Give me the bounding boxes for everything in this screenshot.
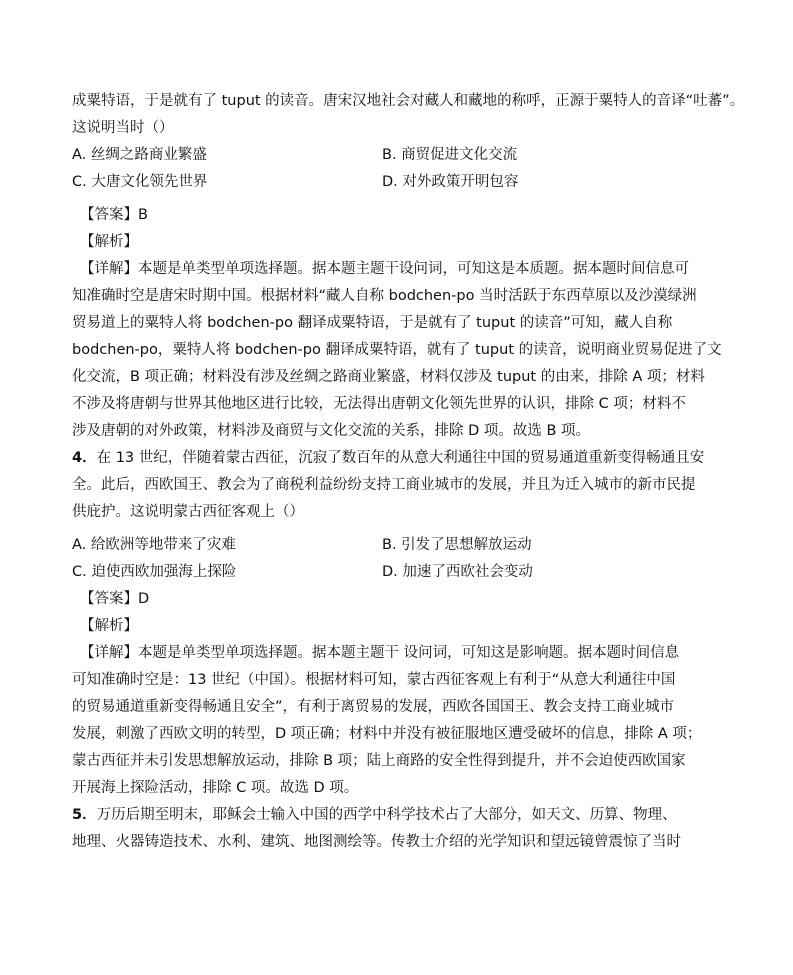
question-4-analysis-label: 【解析】 (80, 618, 138, 634)
question-4-stem-text: 在 13 世纪，伴随着蒙古西征，沉寂了数百年的从意大利通往中国的贸易通道重新变得畅通且安 (96, 450, 705, 466)
question-3-option-d: D. 对外政策开明包容 (382, 174, 519, 190)
question-4-stem-line (72, 445, 722, 472)
question-3-option-a: A. 丝绸之路商业繁盛 (72, 147, 207, 163)
question-4-stem-line: 供庇护。这说明蒙古西征客观上（） (72, 504, 304, 520)
question-4 (72, 445, 722, 802)
question-4-detail-line: 的贸易通道重新变得畅通且安全”，有利于离贸易的发展，西欧各国国王、教会支持工商业城市 (72, 699, 675, 715)
question-3-detail-line: 知准确时空是唐宋时期中国。根据材料“藏人自称 bodchen-po 当时活跃于东西草原以及沙漠绿洲 (72, 288, 697, 304)
question-4-number: 4． (72, 450, 97, 466)
question-5-stem-text: 万历后期至明末，耶稣会士输入中国的西学中科学技术占了大部分，如天文、历算、物理、 (96, 807, 677, 823)
question-4-answer: 【答案】D (80, 591, 150, 607)
question-3-stem-line: 成粟特语，于是就有了 tuput 的读音。唐宋汉地社会对藏人和藏地的称呼，正源于粟特人的音译“吐蕃”。 (72, 93, 745, 109)
question-4-detail-line: 发展，刺激了西欧文明的转型，D 项正确；材料中并没有被征服地区遭受破坏的信息，排除 A 项； (72, 726, 702, 742)
question-3-options-row-1 (72, 142, 722, 169)
question-3-detail-line: bodchen-po，粟特人将 bodchen-po 翻译成粟特语，就有了 tuput 的读音，说明商业贸易促进了文 (72, 342, 722, 358)
question-5 (72, 802, 722, 856)
question-5-stem-line: 地理、火器铸造技术、水利、建筑、地图测绘等。传教士介绍的光学知识和望远镜曾震惊了当时 (72, 834, 681, 850)
question-4-detail-line: 可知准确时空是：13 世纪（中国）。根据材料可知，蒙古西征客观上有利于“从意大利通往中国 (72, 672, 676, 688)
question-4-option-d: D. 加速了西欧社会变动 (382, 564, 533, 580)
question-4-options-row-1 (72, 532, 722, 559)
question-3-analysis-label: 【解析】 (80, 234, 138, 250)
question-3-option-b: B. 商贸促进文化交流 (382, 147, 518, 163)
question-4-option-c: C. 迫使西欧加强海上探险 (72, 564, 237, 580)
question-3-detail-line: 贸易道上的粟特人将 bodchen-po 翻译成粟特语，于是就有了 tuput 的读音”可知，藏人自称 (72, 315, 673, 331)
question-3 (72, 88, 745, 445)
question-3-option-c: C. 大唐文化领先世界 (72, 174, 208, 190)
question-3-detail-line: 涉及唐朝的对外政策，材料涉及商贸与文化交流的关系，排除 D 项。故选 B 项。 (72, 423, 591, 439)
question-4-option-a: A. 给欧洲等地带来了灾难 (72, 537, 236, 553)
question-4-detail-line: 蒙古西征并未引发思想解放运动，排除 B 项；陆上商路的安全性得到提升，并不会迫使西欧国家 (72, 753, 686, 769)
question-5-stem-line (72, 802, 722, 829)
document-page (72, 88, 745, 856)
question-4-stem-line: 全。此后，西欧国王、教会为了商税利益纷纷支持工商业城市的发展，并且为迁入城市的新市民提 (72, 477, 696, 493)
question-4-option-b: B. 引发了思想解放运动 (382, 537, 532, 553)
question-3-detail-line: 化交流，B 项正确；材料没有涉及丝绸之路商业繁盛，材料仅涉及 tuput 的由来，排除 A 项；材料 (72, 369, 705, 385)
question-3-stem-line: 这说明当时（） (72, 120, 174, 136)
question-3-detail-line: 不涉及将唐朝与世界其他地区进行比较，无法得出唐朝文化领先世界的认识，排除 C 项；材料不 (72, 396, 686, 412)
question-3-answer: 【答案】B (80, 207, 148, 223)
question-3-options-row-2 (72, 169, 722, 196)
question-5-number: 5． (72, 807, 97, 823)
question-4-detail-line: 【详解】本题是单类型单项选择题。据本题主题干 设问词，可知这是影响题。据本题时间信息 (80, 645, 680, 661)
question-4-detail-line: 开展海上探险活动，排除 C 项。故选 D 项。 (72, 780, 359, 796)
question-4-options-row-2 (72, 559, 722, 586)
question-3-detail-line: 【详解】本题是单类型单项选择题。据本题主题干设问词，可知这是本质题。据本题时间信息可 (80, 261, 689, 277)
